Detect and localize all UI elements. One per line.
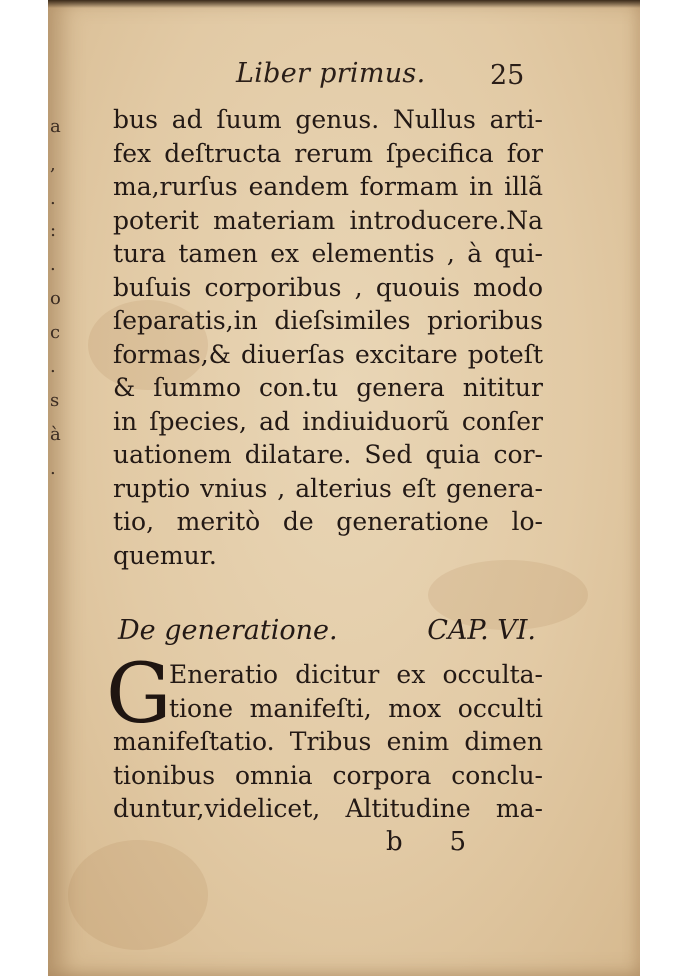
paper-stain: [68, 840, 208, 950]
text-line: quemur.: [113, 540, 217, 570]
gutter-mark: a: [50, 116, 61, 137]
gutter-mark: .: [50, 458, 56, 479]
gutter-mark: à: [50, 424, 61, 445]
text-line: bus ad ſuum genus. Nullus arti-: [113, 105, 543, 134]
chapter-text: [113, 658, 543, 826]
signature-mark: [386, 827, 466, 857]
gutter-mark: :: [50, 220, 57, 241]
signature-letter: b: [386, 827, 403, 857]
gutter-mark: s: [50, 390, 60, 411]
chapter-heading: [118, 615, 536, 646]
text-line: formas,& diuerſas excitare poteſt: [113, 339, 543, 369]
text-line: tione manifeſti, mox occulti: [169, 693, 543, 723]
text-line: ſeparatis,in dieſsimiles prioribus: [113, 306, 543, 335]
text-line: uationem dilatare. Sed quia cor-: [113, 440, 543, 469]
gutter-mark: ,: [50, 154, 56, 175]
gutter-mark: .: [50, 356, 56, 377]
chapter-number: CAP. VI.: [427, 615, 536, 646]
text-line: in ſpecies, ad indiuiduorũ conſer: [113, 406, 543, 436]
text-line: ma,rurſus eandem formam in illã: [113, 172, 543, 201]
gutter-mark: .: [50, 188, 56, 209]
body-text: [113, 103, 543, 572]
gutter-mark: o: [50, 288, 61, 309]
text-line: tionibus omnia corpora conclu-: [113, 760, 543, 790]
text-line: poterit materiam introducere.Na: [113, 205, 543, 235]
text-line: tura tamen ex elementis , à qui-: [113, 239, 543, 268]
page-number: 25: [490, 60, 525, 91]
gutter-mark: c: [50, 322, 61, 343]
text-line: fex deſtructa rerum ſpecifica for: [113, 138, 543, 168]
chapter-title: De generatione.: [118, 615, 338, 646]
text-line: manifeſtatio. Tribus enim dimen: [113, 727, 543, 756]
running-title: Liber primus.: [236, 58, 426, 89]
text-line: Eneratio dicitur ex occulta-: [169, 660, 543, 689]
text-line: ruptio vnius , alterius eſt genera-: [113, 473, 543, 503]
text-line: duntur,videlicet, Altitudine ma-: [113, 794, 543, 823]
signature-number: 5: [449, 827, 466, 857]
gutter-mark: .: [50, 254, 56, 275]
text-line: tio, meritò de generatione lo-: [113, 507, 543, 536]
text-line: & ſummo con.tu genera nititur: [113, 373, 543, 402]
drop-cap: G: [106, 647, 172, 742]
text-line: buſuis corporibus , quouis modo: [113, 272, 543, 302]
